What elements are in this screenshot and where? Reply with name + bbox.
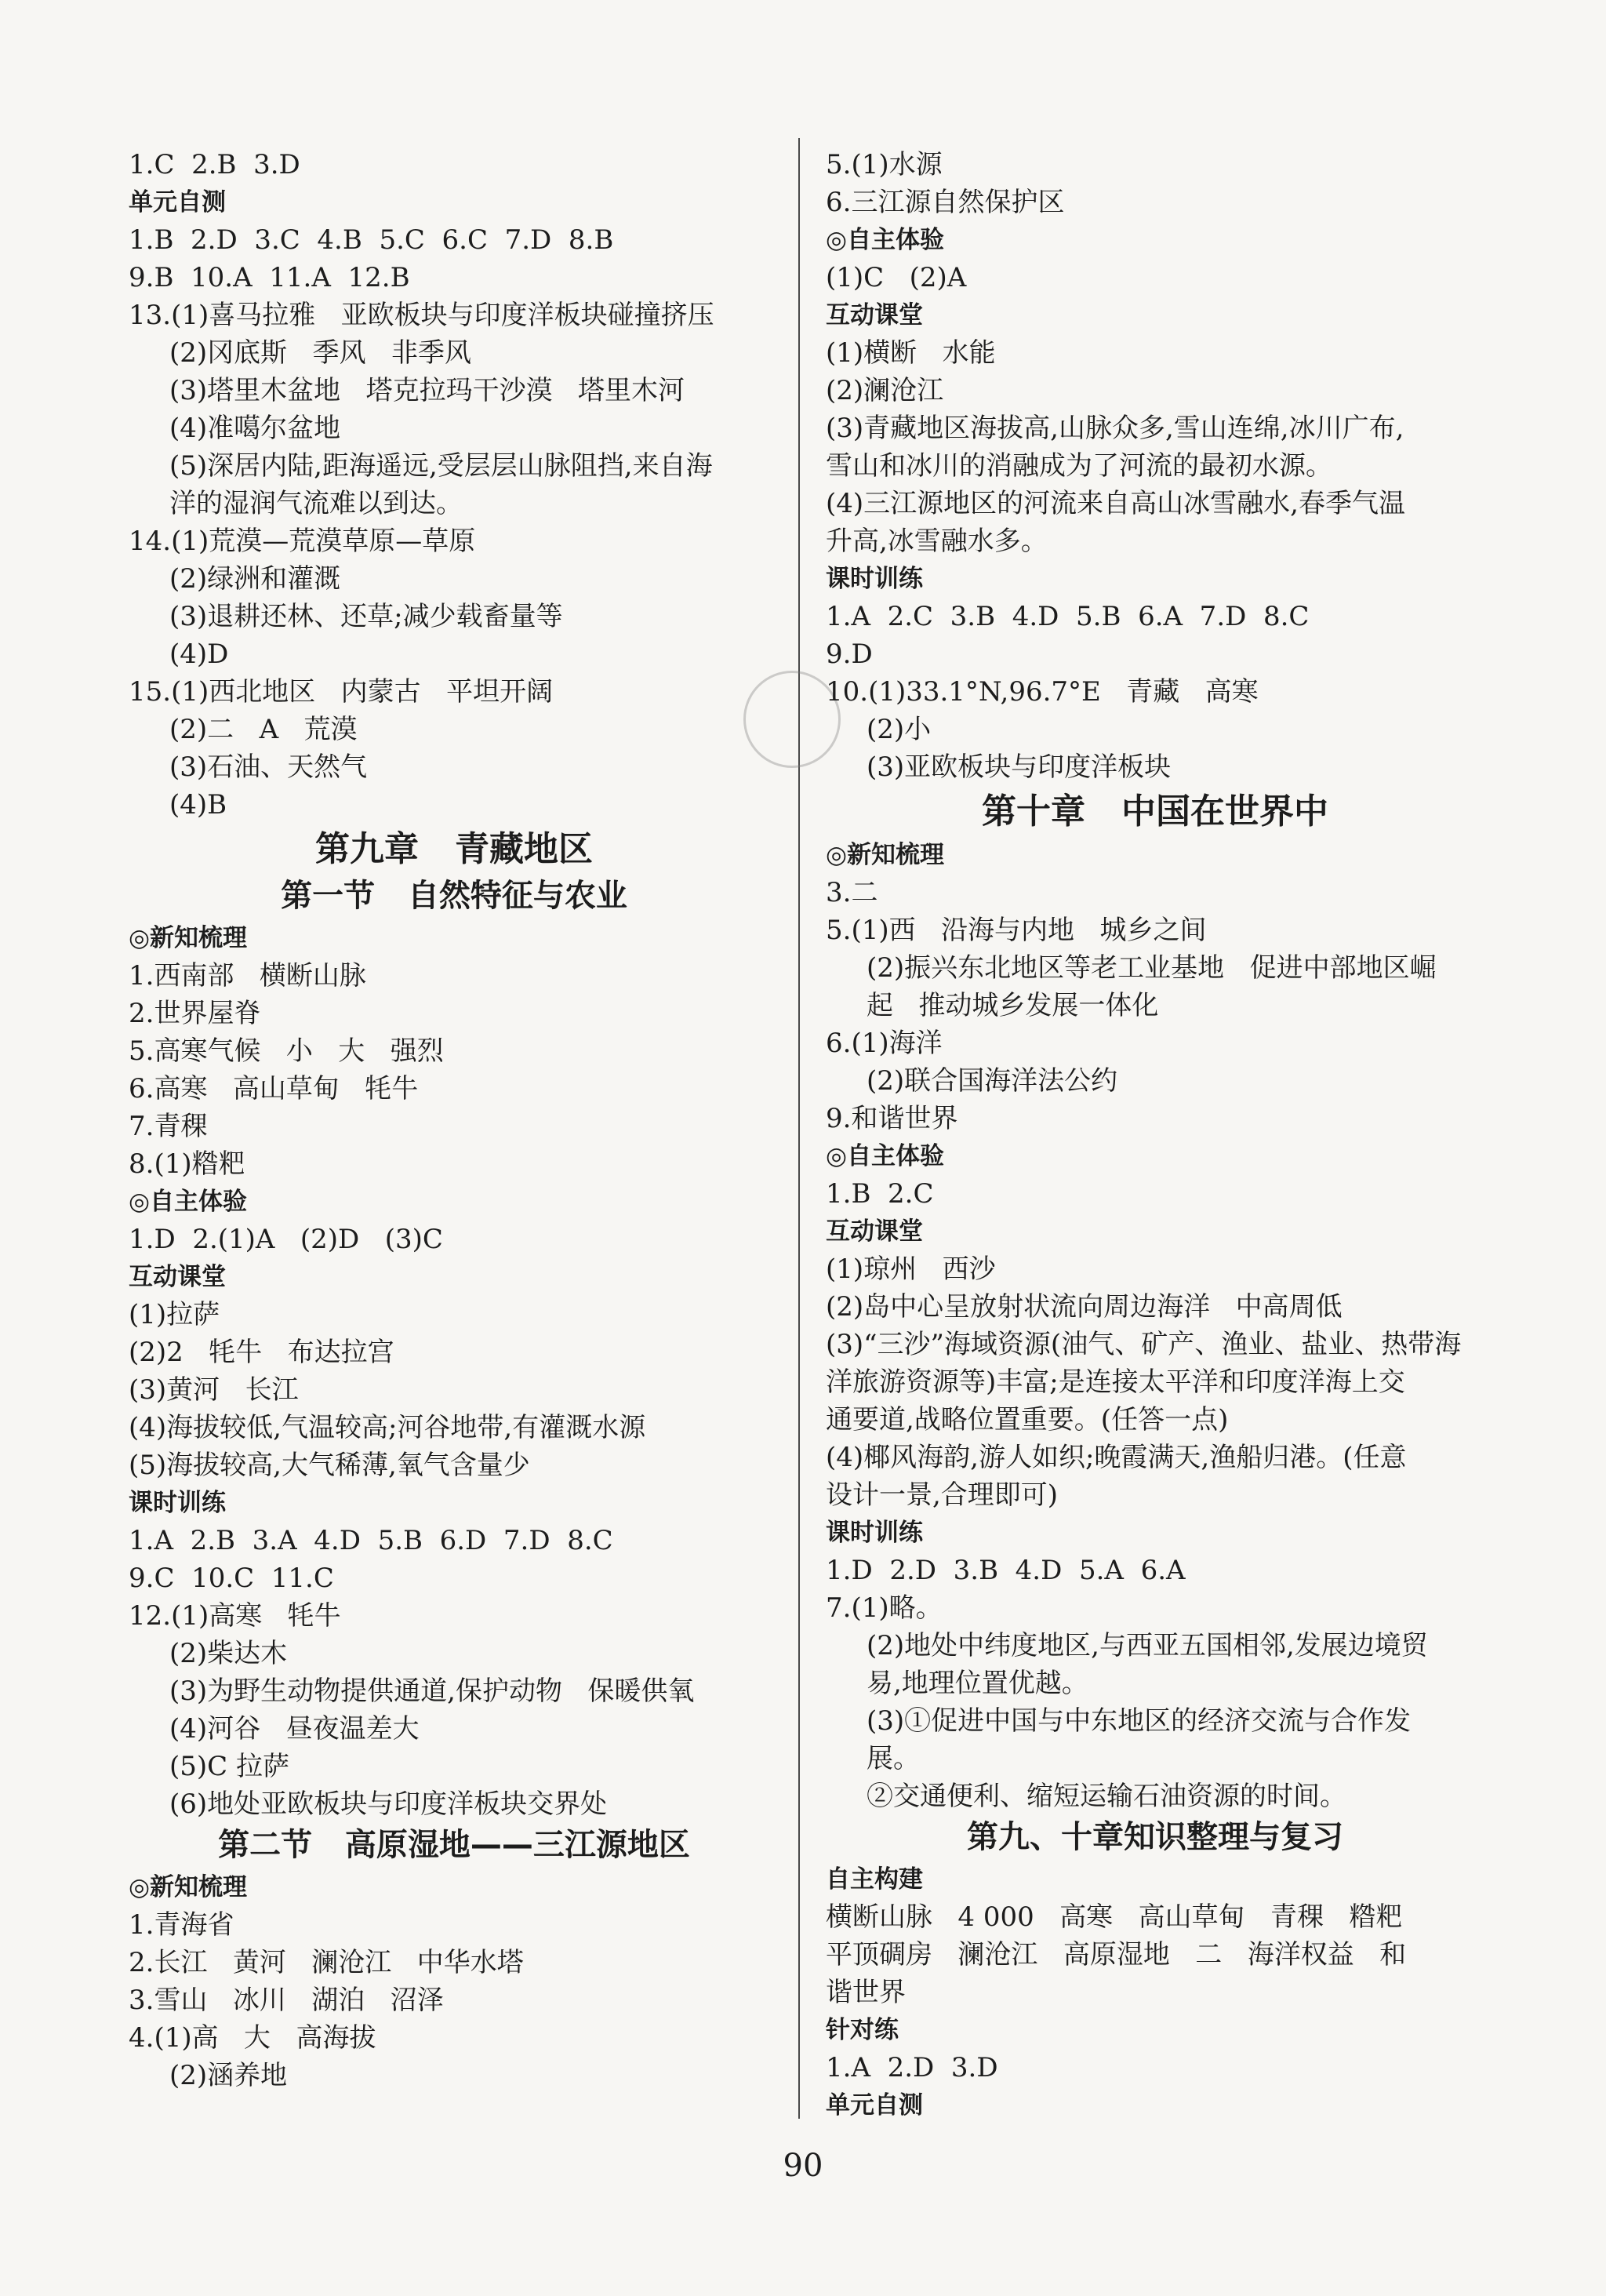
chapter-title: 第九章 青藏地区 (315, 829, 593, 869)
answer-line: 1.D 2.(1)A (2)D (3)C (129, 1224, 443, 1255)
answer-line: 14.(1)荒漠—荒漠草原—草原 (129, 526, 476, 557)
answer-line: 5.高寒气候 小 大 强烈 (129, 1035, 444, 1067)
section-heading: ◎新知梳理 (826, 841, 945, 869)
column-divider (798, 138, 800, 2119)
answer-line: 6.高寒 高山草甸 牦牛 (129, 1073, 419, 1104)
answer-line: 9.C 10.C 11.C (129, 1563, 334, 1594)
answer-subline: (3)塔里木盆地 塔克拉玛干沙漠 塔里木河 (169, 375, 685, 406)
answer-subline: (2)柴达木 (169, 1638, 288, 1669)
answer-line: 7.(1)略。 (826, 1592, 943, 1624)
answer-subline: 起 推动城乡发展一体化 (867, 990, 1159, 1021)
answer-line: 15.(1)西北地区 内蒙古 平坦开阔 (129, 676, 554, 708)
answer-line: 9.B 10.A 11.A 12.B (129, 262, 410, 293)
answer-line: 1.A 2.B 3.A 4.D 5.B 6.D 7.D 8.C (129, 1525, 613, 1556)
answer-line: (4)海拔较低,气温较高;河谷地带,有灌溉水源 (129, 1412, 646, 1443)
section-heading: ◎自主体验 (129, 1188, 248, 1216)
answer-subline: (5)深居内陆,距海遥远,受层层山脉阻挡,来自海 (169, 450, 713, 482)
answer-line: 洋旅游资源等)丰富;是连接太平洋和印度洋海上交 (826, 1366, 1405, 1398)
answer-subline: (2)冈底斯 季风 非季风 (169, 337, 472, 369)
section-heading: 针对练 (826, 2016, 899, 2044)
answer-line: 谐世界 (826, 1977, 906, 2008)
answer-line: 13.(1)喜马拉雅 亚欧板块与印度洋板块碰撞挤压 (129, 300, 714, 331)
answer-line: 1.D 2.D 3.B 4.D 5.A 6.A (826, 1555, 1186, 1586)
answer-line: 横断山脉 4 000 高寒 高山草甸 青稞 糌粑 (826, 1901, 1403, 1933)
answer-subline: (2)绿洲和灌溉 (169, 563, 341, 595)
answer-line: 8.(1)糌粑 (129, 1148, 245, 1180)
answer-line: 通要道,战略位置重要。(任答一点) (826, 1404, 1229, 1435)
answer-line: 2.长江 黄河 澜沧江 中华水塔 (129, 1947, 524, 1978)
section-title: 第九、十章知识整理与复习 (967, 1819, 1343, 1855)
answer-subline: (2)联合国海洋法公约 (867, 1065, 1118, 1097)
chapter-title: 第十章 中国在世界中 (982, 791, 1328, 831)
answer-line: 5.(1)水源 (826, 149, 943, 180)
answer-line: (4)椰风海韵,游人如织;晚霞满天,渔船归港。(任意 (826, 1442, 1407, 1473)
answer-subline: (2)涵养地 (169, 2060, 288, 2091)
answer-line: (3)青藏地区海拔高,山脉众多,雪山连绵,冰川广布, (826, 413, 1404, 444)
section-heading: 互动课堂 (826, 301, 923, 329)
section-heading: 自主构建 (826, 1865, 923, 1894)
answer-line: 平顶碉房 澜沧江 高原湿地 二 海洋权益 和 (826, 1939, 1407, 1970)
answer-line: 1.C 2.B 3.D (129, 149, 300, 180)
section-heading: ◎新知梳理 (129, 924, 248, 952)
answer-line: 6.三江源自然保护区 (826, 187, 1065, 218)
answer-line: (2)澜沧江 (826, 375, 944, 406)
answer-line: 雪山和冰川的消融成为了河流的最初水源。 (826, 450, 1332, 482)
answer-line: 1.B 2.D 3.C 4.B 5.C 6.C 7.D 8.B (129, 224, 614, 256)
answer-line: 10.(1)33.1°N,96.7°E 青藏 高寒 (826, 676, 1259, 708)
answer-line: 9.和谐世界 (826, 1103, 958, 1134)
answer-line: 2.世界屋脊 (129, 998, 261, 1029)
answer-line: 12.(1)高寒 牦牛 (129, 1600, 341, 1632)
section-heading: ◎新知梳理 (129, 1873, 248, 1901)
section-heading: 课时训练 (826, 565, 923, 593)
answer-line: (2)2 牦牛 布达拉宫 (129, 1337, 394, 1368)
answer-line: 1.A 2.C 3.B 4.D 5.B 6.A 7.D 8.C (826, 601, 1310, 632)
answer-line: (4)三江源地区的河流来自高山冰雪融水,春季气温 (826, 488, 1405, 519)
answer-subline: 展。 (867, 1743, 920, 1774)
section-heading: 互动课堂 (129, 1263, 226, 1291)
answer-line: (1)拉萨 (129, 1299, 220, 1330)
answer-subline: (3)①促进中国与中东地区的经济交流与合作发 (867, 1705, 1412, 1737)
section-heading: 课时训练 (826, 1519, 923, 1547)
answer-line: 1.A 2.D 3.D (826, 2052, 998, 2083)
answer-subline: (3)亚欧板块与印度洋板块 (867, 751, 1172, 783)
answer-subline: (2)小 (867, 714, 932, 745)
answer-line: 3.二 (826, 877, 878, 908)
right-column (826, 146, 1484, 2124)
answer-line: 3.雪山 冰川 湖泊 沼泽 (129, 1985, 444, 2016)
answer-subline: (2)二 A 荒漠 (169, 714, 358, 745)
answer-subline: 洋的湿润气流难以到达。 (169, 488, 463, 519)
section-heading: 互动课堂 (826, 1217, 923, 1246)
page-number: 90 (783, 2148, 823, 2184)
answer-subline: ②交通便利、缩短运输石油资源的时间。 (867, 1781, 1346, 1812)
answer-line: 1.B 2.C (826, 1178, 934, 1210)
section-title: 第一节 自然特征与农业 (281, 878, 627, 914)
answer-subline: (4)D (169, 639, 229, 670)
answer-line: (3)“三沙”海域资源(油气、矿产、渔业、盐业、热带海 (826, 1329, 1462, 1360)
answer-subline: (6)地处亚欧板块与印度洋板块交界处 (169, 1788, 608, 1820)
answer-line: 7.青稞 (129, 1111, 208, 1142)
answer-subline: (4)河谷 昼夜温差大 (169, 1713, 420, 1745)
answer-subline: 易,地理位置优越。 (867, 1668, 1088, 1699)
answer-line: 1.青海省 (129, 1909, 234, 1941)
answer-subline: (4)B (169, 789, 227, 821)
answer-subline: (3)为野生动物提供通道,保护动物 保暖供氧 (169, 1676, 695, 1707)
left-column (129, 146, 779, 2094)
section-heading: ◎自主体验 (826, 1142, 945, 1170)
answer-line: 设计一景,合理即可) (826, 1479, 1059, 1511)
answer-line: (5)海拔较高,大气稀薄,氧气含量少 (129, 1450, 530, 1481)
answer-subline: (5)C 拉萨 (169, 1751, 289, 1782)
answer-line: 5.(1)西 沿海与内地 城乡之间 (826, 915, 1207, 946)
section-title: 第二节 高原湿地——三江源地区 (218, 1827, 690, 1863)
answer-subline: (2)地处中纬度地区,与西亚五国相邻,发展边境贸 (867, 1630, 1428, 1661)
answer-line: (2)岛中心呈放射状流向周边海洋 中高周低 (826, 1291, 1343, 1323)
answer-subline: (2)振兴东北地区等老工业基地 促进中部地区崛 (867, 952, 1437, 984)
section-heading: 单元自测 (826, 2091, 923, 2120)
answer-line: (3)黄河 长江 (129, 1374, 299, 1406)
answer-line: (1)琼州 西沙 (826, 1254, 996, 1285)
answer-line: 升高,冰雪融水多。 (826, 526, 1048, 557)
section-heading: 单元自测 (129, 188, 226, 217)
answer-line: (1)横断 水能 (826, 337, 996, 369)
answer-line: 9.D (826, 639, 873, 670)
answer-line: (1)C (2)A (826, 262, 967, 293)
answer-subline: (3)退耕还林、还草;减少载畜量等 (169, 601, 563, 632)
section-heading: 课时训练 (129, 1489, 226, 1517)
answer-line: 6.(1)海洋 (826, 1028, 943, 1059)
answer-subline: (4)准噶尔盆地 (169, 413, 341, 444)
section-heading: ◎自主体验 (826, 226, 945, 254)
answer-line: 4.(1)高 大 高海拔 (129, 2022, 376, 2054)
answer-line: 1.西南部 横断山脉 (129, 960, 366, 992)
answer-subline: (3)石油、天然气 (169, 751, 368, 783)
